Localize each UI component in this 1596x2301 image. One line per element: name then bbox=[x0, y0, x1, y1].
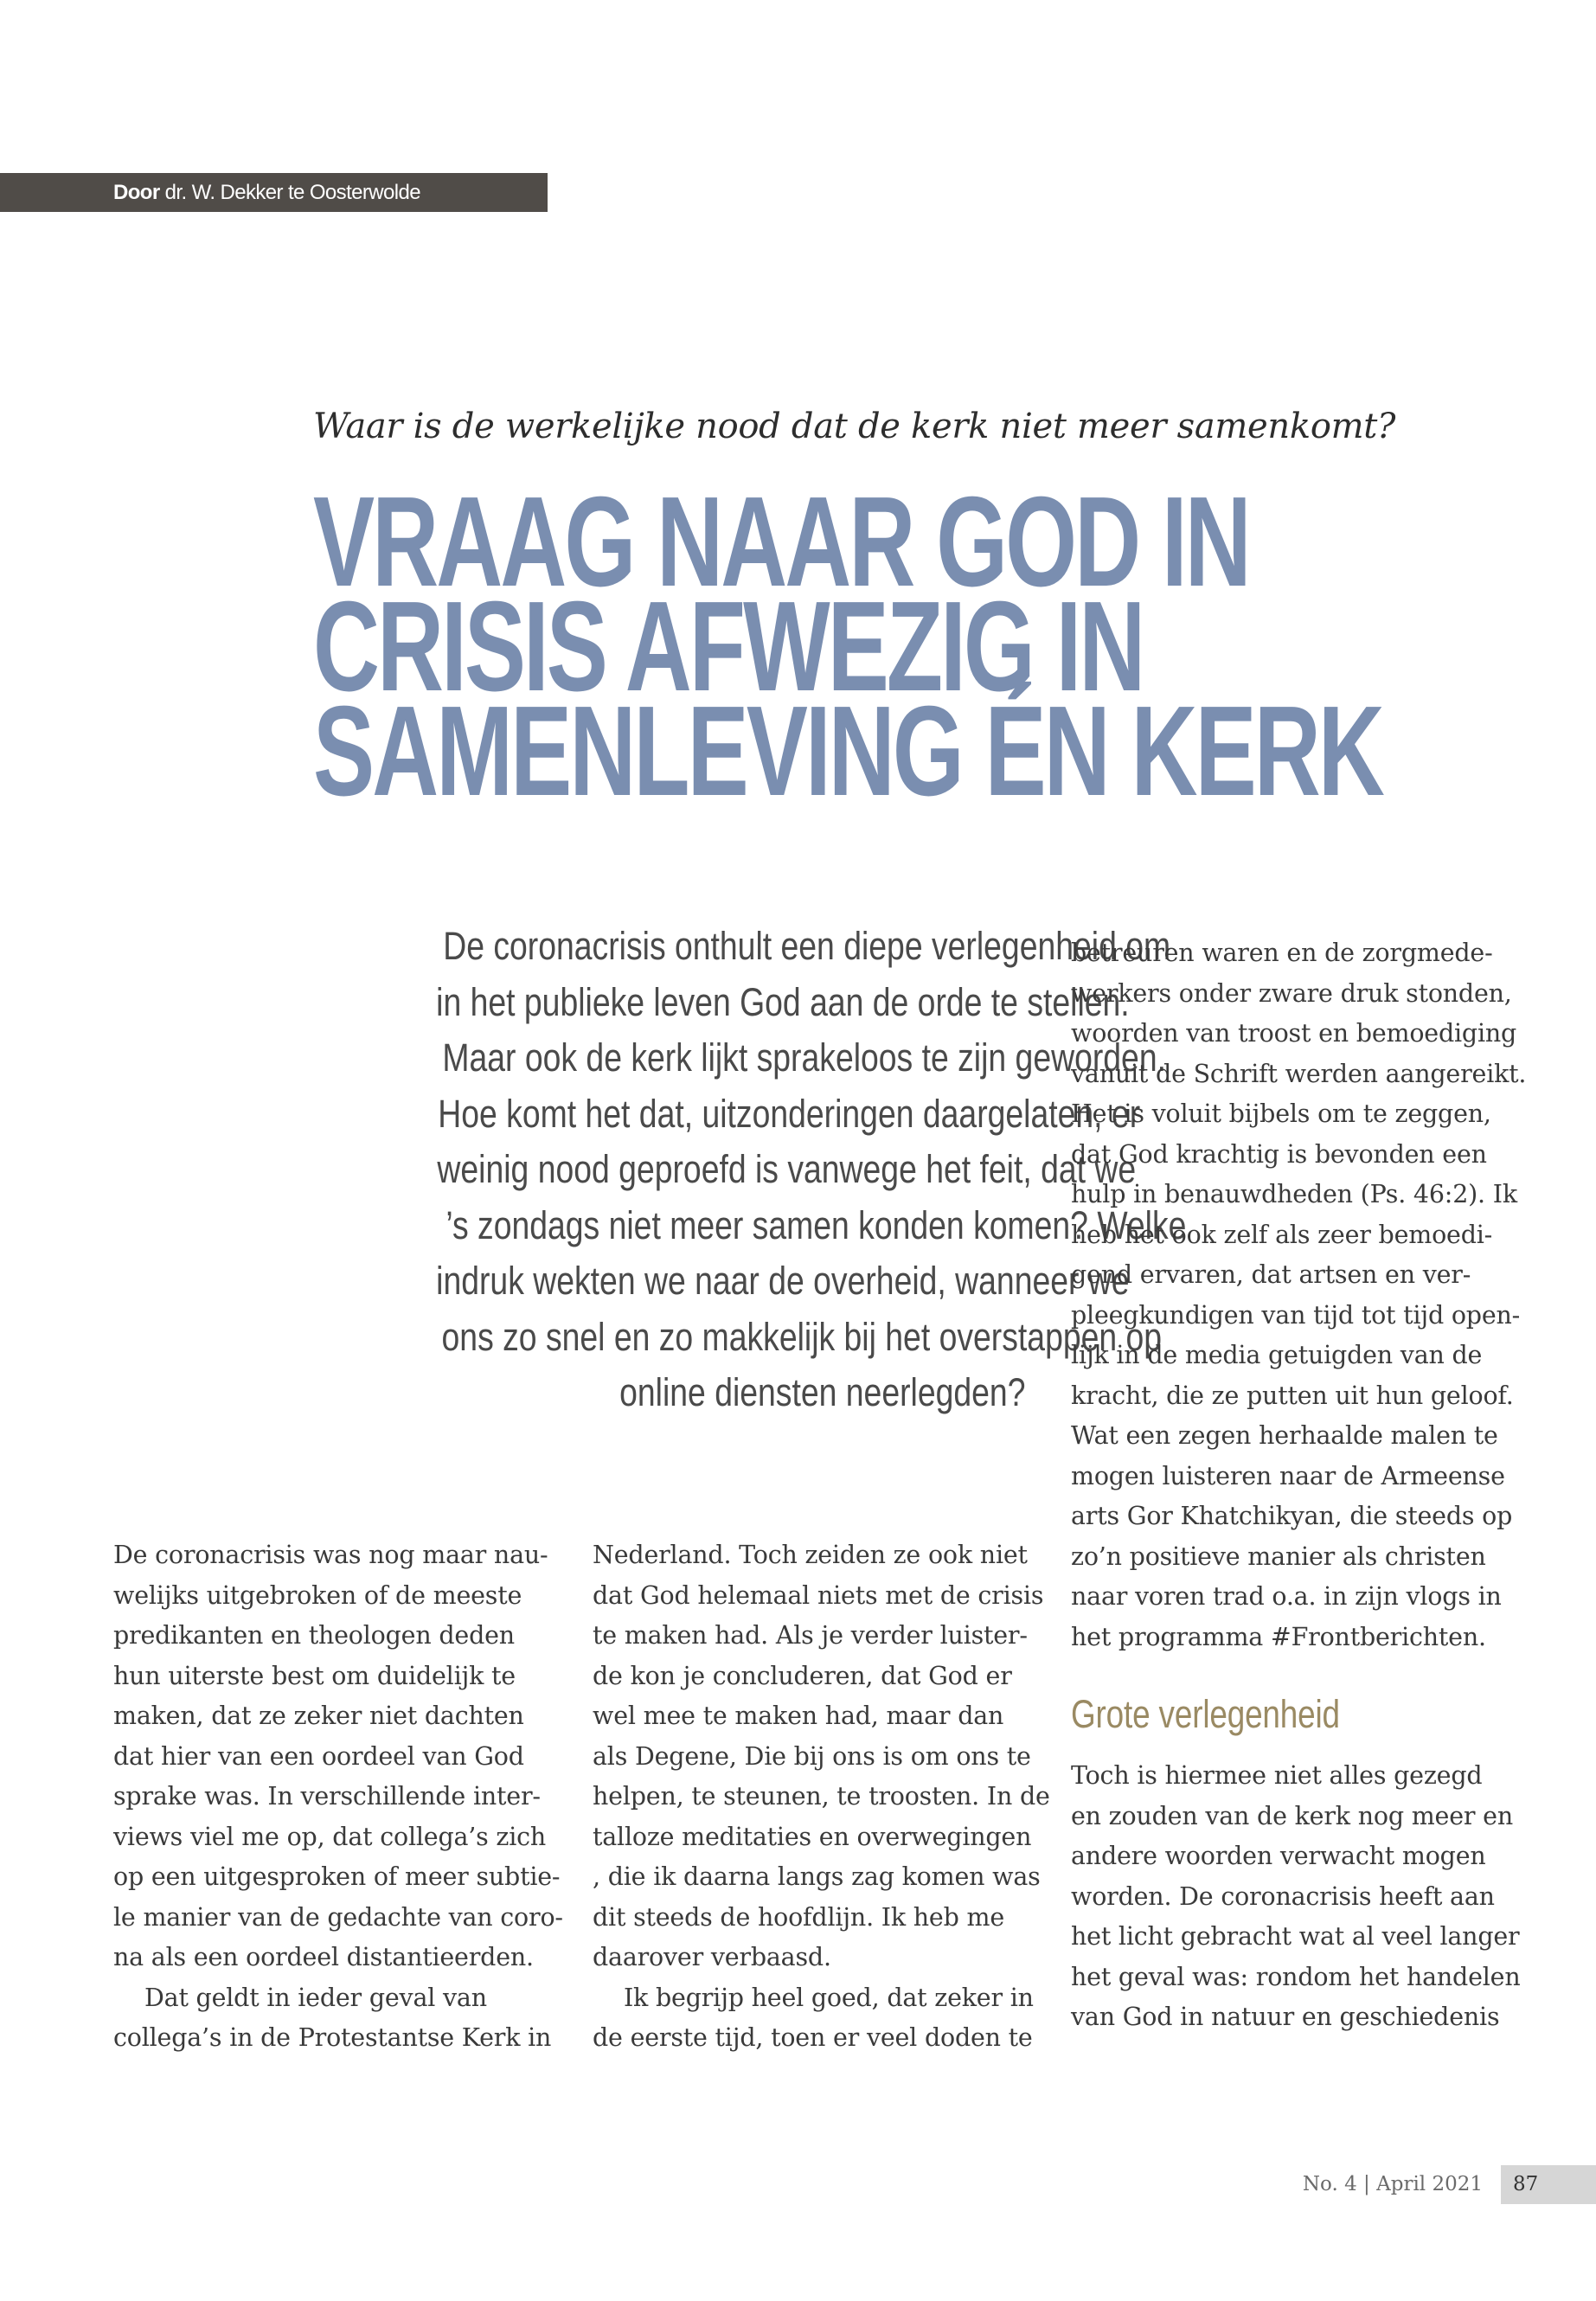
lead-line: De coronacrisis onthult een diepe verlegenheid om bbox=[443, 924, 1171, 968]
body-line: dit steeds de hoofdlijn. Ik heb me bbox=[593, 1902, 1004, 1932]
section-subheading bbox=[1071, 1689, 1503, 1740]
body-line: andere woorden verwacht mogen bbox=[1071, 1842, 1486, 1870]
body-line: dat hier van een oordeel van God bbox=[113, 1741, 524, 1771]
body-line: gend ervaren, dat artsen en ver- bbox=[1071, 1260, 1471, 1289]
issue-info: No. 4 | April 2021 bbox=[1302, 2173, 1483, 2195]
body-line: , die ik daarna langs zag komen was bbox=[593, 1862, 1041, 1891]
lead-line: Maar ook de kerk lijkt sprakeloos te zijn geworden. bbox=[442, 1035, 1166, 1080]
body-line: worden. De coronacrisis heeft aan bbox=[1071, 1881, 1495, 1911]
body-line: hulp in benauwdheden (Ps. 46:2). Ik bbox=[1071, 1180, 1517, 1208]
body-line: lijk in de media getuigden van de bbox=[1071, 1341, 1483, 1369]
body-line: Toch is hiermee niet alles gezegd bbox=[1071, 1761, 1483, 1790]
body-line: De coronacrisis was nog maar nau- bbox=[113, 1541, 548, 1569]
body-line: predikanten en theologen deden bbox=[113, 1621, 515, 1650]
body-line: sprake was. In verschillende inter- bbox=[113, 1782, 541, 1811]
title-line: VRAAG NAAR GOD IN bbox=[313, 471, 1249, 613]
byline-bar bbox=[0, 173, 548, 212]
body-column-2 bbox=[593, 1535, 1050, 2059]
body-line: naar voren trad o.a. in zijn vlogs in bbox=[1071, 1582, 1502, 1611]
title-line: SAMENLEVING ÉN KERK bbox=[313, 680, 1382, 823]
body-line: Ik begrijp heel goed, dat zeker in bbox=[624, 1983, 1034, 2012]
body-line: collega’s in de Protestantse Kerk in bbox=[113, 2023, 552, 2052]
section-subheading-text: Grote verlegenheid bbox=[1071, 1692, 1340, 1736]
byline-text: dr. W. Dekker te Oosterwolde bbox=[164, 181, 420, 204]
lead-line: Hoe komt het dat, uitzonderingen daargelaten, er bbox=[438, 1091, 1141, 1136]
body-line: het licht gebracht wat al veel langer bbox=[1071, 1922, 1520, 1951]
title-line: CRISIS AFWEZIG IN bbox=[313, 575, 1144, 718]
body-column-1 bbox=[113, 1535, 563, 2059]
body-line: Dat geldt in ieder geval van bbox=[144, 1983, 487, 2012]
body-line: arts Gor Khatchikyan, die steeds op bbox=[1071, 1502, 1513, 1530]
lead-line: ons zo snel en zo makkelijk bij het overstappen op bbox=[441, 1314, 1163, 1359]
body-line: de kon je concluderen, dat God er bbox=[593, 1661, 1012, 1690]
body-line: als Degene, Die bij ons is om ons te bbox=[593, 1741, 1031, 1771]
page-footer bbox=[1298, 2165, 1596, 2204]
body-line: heb het ook zelf als zeer bemoedi- bbox=[1071, 1220, 1493, 1249]
kicker: Waar is de werkelijke nood dat de kerk niet meer samenkomt? bbox=[313, 407, 1396, 446]
body-line: op een uitgesproken of meer subtie- bbox=[113, 1862, 561, 1891]
body-line: dat God krachtig is bevonden een bbox=[1071, 1139, 1487, 1169]
body-line: het programma #Frontberichten. bbox=[1071, 1622, 1486, 1651]
body-line: talloze meditaties en overwegingen bbox=[593, 1822, 1032, 1851]
body-line: daarover verbaasd. bbox=[593, 1943, 831, 1971]
body-column-3 bbox=[1071, 933, 1527, 2038]
lead-line: indruk wekten we naar de overheid, wanneer we bbox=[436, 1259, 1130, 1303]
body-line: betreuren waren en de zorgmede- bbox=[1071, 939, 1493, 967]
lead-line: in het publieke leven God aan de orde te stellen. bbox=[436, 979, 1130, 1024]
body-line: Het is voluit bijbels om te zeggen, bbox=[1071, 1099, 1491, 1128]
body-line: pleegkundigen van tijd tot tijd open- bbox=[1071, 1300, 1521, 1330]
body-line: le manier van de gedachte van coro- bbox=[113, 1902, 563, 1932]
body-line: en zouden van de kerk nog meer en bbox=[1071, 1801, 1513, 1830]
body-line: woorden van troost en bemoediging bbox=[1071, 1019, 1517, 1048]
body-line: zo’n positieve manier als christen bbox=[1071, 1541, 1486, 1571]
body-line: de eerste tijd, toen er veel doden te bbox=[593, 2023, 1033, 2052]
body-line: vanuit de Schrift werden aangereikt. bbox=[1071, 1059, 1527, 1088]
body-line: dat God helemaal niets met de crisis bbox=[593, 1580, 1044, 1610]
article-title bbox=[313, 471, 1542, 823]
page-number: 87 bbox=[1501, 2165, 1596, 2204]
body-line: het geval was: rondom het handelen bbox=[1071, 1962, 1521, 1991]
lead-line: online diensten neerlegden? bbox=[619, 1370, 1025, 1414]
body-line: mogen luisteren naar de Armeense bbox=[1071, 1461, 1505, 1490]
body-line: van God in natuur en geschiedenis bbox=[1071, 2003, 1500, 2031]
body-line: werkers onder zware druk stonden, bbox=[1071, 978, 1512, 1008]
body-line: maken, dat ze zeker niet dachten bbox=[113, 1702, 524, 1730]
body-line: hun uiterste best om duidelijk te bbox=[113, 1661, 516, 1690]
lead-line: weinig nood geproefd is vanwege het feit, dat we bbox=[437, 1147, 1137, 1191]
lead-paragraph bbox=[294, 919, 1187, 1421]
body-line: wel mee te maken had, maar dan bbox=[593, 1702, 1004, 1730]
body-line: kracht, die ze putten uit hun geloof. bbox=[1071, 1381, 1514, 1410]
body-line: helpen, te steunen, te troosten. In de bbox=[593, 1782, 1050, 1811]
body-line: views viel me op, dat collega’s zich bbox=[113, 1822, 547, 1851]
body-line: Wat een zegen herhaalde malen te bbox=[1071, 1421, 1498, 1450]
lead-line: ’s zondags niet meer samen konden komen? Welke bbox=[445, 1202, 1187, 1247]
body-line: Nederland. Toch zeiden ze ook niet bbox=[593, 1541, 1028, 1569]
body-line: te maken had. Als je verder luister- bbox=[593, 1621, 1028, 1650]
body-line: na als een oordeel distantieerden. bbox=[113, 1943, 534, 1971]
body-line: welijks uitgebroken of de meeste bbox=[113, 1580, 522, 1610]
byline-prefix: Door bbox=[113, 181, 160, 204]
